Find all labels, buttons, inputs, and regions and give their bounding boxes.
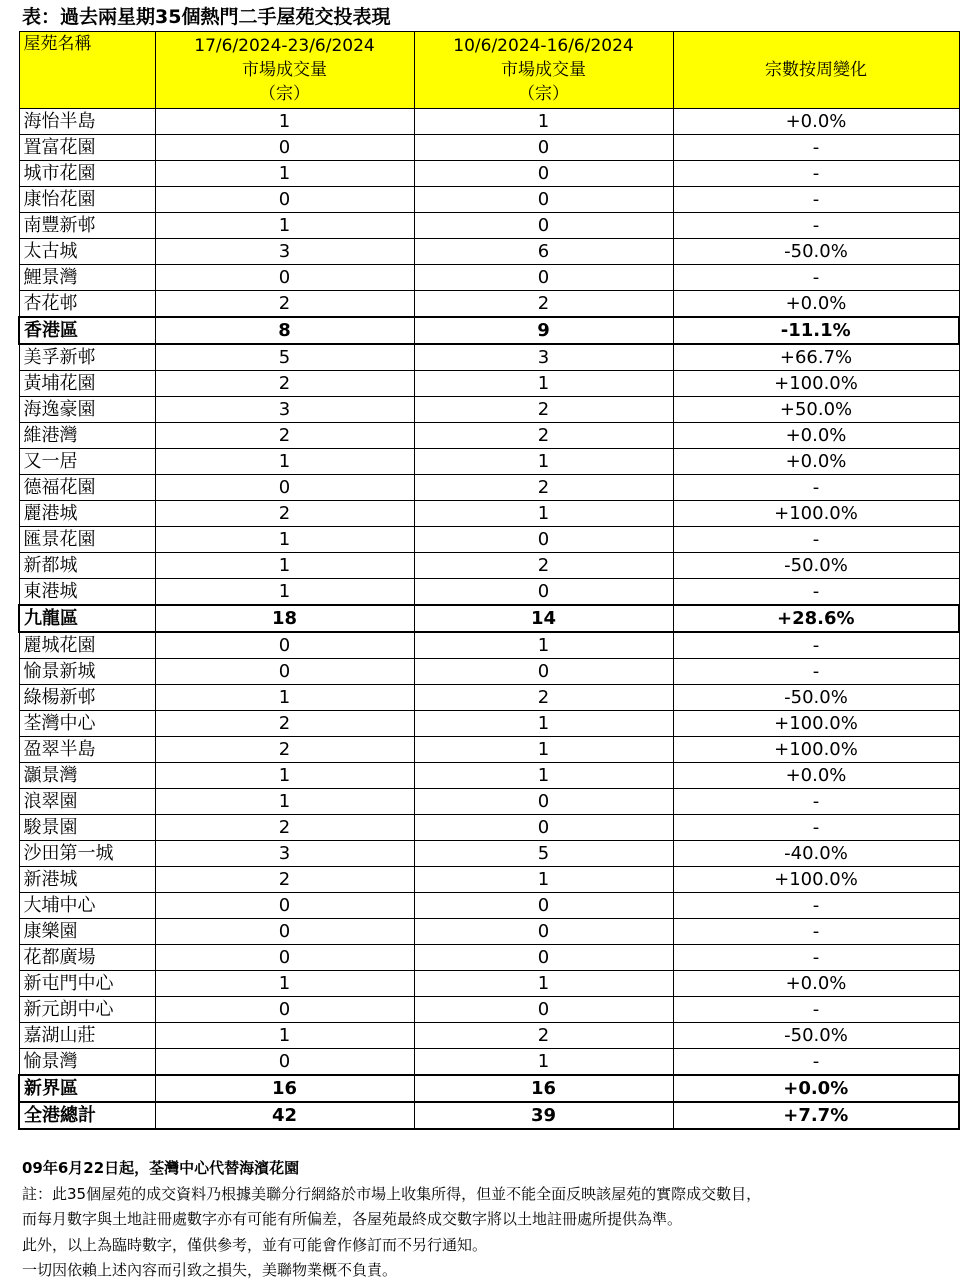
estate-name-cell: 城市花園	[19, 161, 155, 187]
header-week2	[414, 32, 673, 109]
week1-volume-cell: 0	[155, 265, 414, 291]
estate-name-cell: 美孚新邨	[19, 344, 155, 371]
estate-name-cell: 浪翠園	[19, 789, 155, 815]
week2-volume-cell: 0	[414, 919, 673, 945]
week2-volume-cell: 0	[414, 659, 673, 685]
week1-volume-cell: 2	[155, 815, 414, 841]
estate-name-cell: 香港區	[19, 317, 155, 344]
estate-name-cell: 新界區	[19, 1075, 155, 1102]
estate-name-cell: 荃灣中心	[19, 711, 155, 737]
table-row	[19, 371, 959, 397]
estate-name-cell: 東港城	[19, 579, 155, 606]
week1-volume-cell: 0	[155, 945, 414, 971]
week1-volume-cell: 1	[155, 213, 414, 239]
week2-volume-cell: 1	[414, 763, 673, 789]
week1-volume-cell: 3	[155, 239, 414, 265]
header-week2-dates: 10/6/2024-16/6/2024	[453, 36, 634, 56]
weekly-change-cell: +0.0%	[673, 1075, 959, 1102]
week2-volume-cell: 1	[414, 449, 673, 475]
week1-volume-cell: 3	[155, 841, 414, 867]
week2-volume-cell: 2	[414, 423, 673, 449]
table-row	[19, 919, 959, 945]
weekly-change-cell: +50.0%	[673, 397, 959, 423]
estate-name-cell: 鯉景灣	[19, 265, 155, 291]
week1-volume-cell: 0	[155, 632, 414, 659]
estate-name-cell: 黃埔花園	[19, 371, 155, 397]
table-row	[19, 1023, 959, 1049]
weekly-change-cell: -	[673, 893, 959, 919]
table-row	[19, 737, 959, 763]
table-row	[19, 685, 959, 711]
weekly-change-cell: -	[673, 579, 959, 606]
transactions-table	[18, 31, 960, 1130]
table-row	[19, 815, 959, 841]
weekly-change-cell: -	[673, 213, 959, 239]
weekly-change-cell: -	[673, 815, 959, 841]
week2-volume-cell: 1	[414, 501, 673, 527]
estate-name-cell: 麗港城	[19, 501, 155, 527]
weekly-change-cell: +0.0%	[673, 449, 959, 475]
week1-volume-cell: 2	[155, 737, 414, 763]
week2-volume-cell: 0	[414, 161, 673, 187]
week2-volume-cell: 14	[414, 605, 673, 632]
week1-volume-cell: 42	[155, 1102, 414, 1129]
footnote-line: 一切因依賴上述內容而引致之損失，美聯物業概不負責。	[22, 1261, 398, 1279]
estate-name-cell: 愉景新城	[19, 659, 155, 685]
estate-name-cell: 杏花邨	[19, 291, 155, 318]
estate-name-cell: 康樂園	[19, 919, 155, 945]
table-row	[19, 971, 959, 997]
estate-name-cell: 駿景園	[19, 815, 155, 841]
estate-name-cell: 新元朗中心	[19, 997, 155, 1023]
weekly-change-cell: -	[673, 475, 959, 501]
week2-volume-cell: 16	[414, 1075, 673, 1102]
estate-name-cell: 大埔中心	[19, 893, 155, 919]
estate-name-cell: 新屯門中心	[19, 971, 155, 997]
estate-name-cell: 康怡花園	[19, 187, 155, 213]
week1-volume-cell: 8	[155, 317, 414, 344]
estate-name-cell: 愉景灣	[19, 1049, 155, 1076]
weekly-change-cell: -50.0%	[673, 239, 959, 265]
subtotal-row	[19, 317, 959, 344]
week1-volume-cell: 1	[155, 763, 414, 789]
subtotal-row	[19, 1075, 959, 1102]
week2-volume-cell: 0	[414, 893, 673, 919]
table-row	[19, 632, 959, 659]
table-row	[19, 501, 959, 527]
week1-volume-cell: 0	[155, 919, 414, 945]
estate-name-cell: 沙田第一城	[19, 841, 155, 867]
estate-name-cell: 海怡半島	[19, 109, 155, 135]
table-body	[19, 109, 959, 1130]
week1-volume-cell: 2	[155, 423, 414, 449]
table-row	[19, 867, 959, 893]
footnotes	[22, 1156, 962, 1284]
week2-volume-cell: 1	[414, 711, 673, 737]
header-estate-name: 屋苑名稱	[19, 32, 155, 109]
week1-volume-cell: 0	[155, 475, 414, 501]
week1-volume-cell: 0	[155, 1049, 414, 1076]
estate-name-cell: 新港城	[19, 867, 155, 893]
weekly-change-cell: +0.0%	[673, 291, 959, 318]
weekly-change-cell: +100.0%	[673, 711, 959, 737]
week2-volume-cell: 0	[414, 579, 673, 606]
week1-volume-cell: 18	[155, 605, 414, 632]
table-row	[19, 109, 959, 135]
weekly-change-cell: +7.7%	[673, 1102, 959, 1129]
week1-volume-cell: 1	[155, 553, 414, 579]
week2-volume-cell: 0	[414, 997, 673, 1023]
table-row	[19, 893, 959, 919]
header-week2-unit: （宗）	[518, 84, 569, 104]
week1-volume-cell: 0	[155, 187, 414, 213]
weekly-change-cell: -11.1%	[673, 317, 959, 344]
week2-volume-cell: 0	[414, 187, 673, 213]
weekly-change-cell: -	[673, 945, 959, 971]
week2-volume-cell: 0	[414, 945, 673, 971]
weekly-change-cell: +100.0%	[673, 501, 959, 527]
weekly-change-cell: +0.0%	[673, 971, 959, 997]
weekly-change-cell: +100.0%	[673, 371, 959, 397]
table-row	[19, 579, 959, 606]
week1-volume-cell: 0	[155, 893, 414, 919]
table-row	[19, 711, 959, 737]
weekly-change-cell: -	[673, 659, 959, 685]
week2-volume-cell: 0	[414, 815, 673, 841]
weekly-change-cell: -	[673, 919, 959, 945]
footnote-line: 此外，以上為臨時數字，僅供參考，並有可能會作修訂而不另行通知。	[22, 1235, 488, 1254]
week2-volume-cell: 3	[414, 344, 673, 371]
week2-volume-cell: 1	[414, 1049, 673, 1076]
week1-volume-cell: 1	[155, 579, 414, 606]
footnote-line: 而每月數字與土地註冊處數字亦有可能有所偏差，各屋苑最終成交數字將以土地註冊處所提供為準。	[22, 1210, 683, 1228]
header-week1-metric: 市場成交量	[242, 60, 327, 80]
weekly-change-cell: -	[673, 527, 959, 553]
estate-name-cell: 盈翠半島	[19, 737, 155, 763]
week2-volume-cell: 1	[414, 737, 673, 763]
table-header	[19, 32, 959, 109]
week1-volume-cell: 16	[155, 1075, 414, 1102]
week1-volume-cell: 0	[155, 135, 414, 161]
estate-name-cell: 置富花園	[19, 135, 155, 161]
estate-name-cell: 維港灣	[19, 423, 155, 449]
estate-name-cell: 匯景花園	[19, 527, 155, 553]
estate-name-cell: 花都廣場	[19, 945, 155, 971]
estate-name-cell: 太古城	[19, 239, 155, 265]
weekly-change-cell: -	[673, 997, 959, 1023]
header-week1	[155, 32, 414, 109]
week2-volume-cell: 2	[414, 685, 673, 711]
week1-volume-cell: 1	[155, 161, 414, 187]
week1-volume-cell: 2	[155, 291, 414, 318]
weekly-change-cell: +0.0%	[673, 423, 959, 449]
estate-name-cell: 嘉湖山莊	[19, 1023, 155, 1049]
header-week1-unit: （宗）	[259, 84, 310, 104]
table-row	[19, 553, 959, 579]
table-row	[19, 344, 959, 371]
table-row	[19, 945, 959, 971]
estate-name-cell: 全港總計	[19, 1102, 155, 1129]
estate-name-cell: 麗城花園	[19, 632, 155, 659]
table-row	[19, 789, 959, 815]
week1-volume-cell: 5	[155, 344, 414, 371]
week2-volume-cell: 2	[414, 291, 673, 318]
weekly-change-cell: -	[673, 161, 959, 187]
week2-volume-cell: 1	[414, 109, 673, 135]
estate-name-cell: 九龍區	[19, 605, 155, 632]
weekly-change-cell: +0.0%	[673, 763, 959, 789]
estate-name-cell: 又一居	[19, 449, 155, 475]
week1-volume-cell: 1	[155, 109, 414, 135]
table-row	[19, 291, 959, 318]
week2-volume-cell: 1	[414, 371, 673, 397]
weekly-change-cell: -50.0%	[673, 553, 959, 579]
week1-volume-cell: 1	[155, 971, 414, 997]
weekly-change-cell: -	[673, 265, 959, 291]
week2-volume-cell: 1	[414, 971, 673, 997]
table-row	[19, 449, 959, 475]
subtotal-row	[19, 605, 959, 632]
table-row	[19, 187, 959, 213]
weekly-change-cell: +28.6%	[673, 605, 959, 632]
week2-volume-cell: 0	[414, 527, 673, 553]
weekly-change-cell: -	[673, 1049, 959, 1076]
week1-volume-cell: 1	[155, 789, 414, 815]
header-week2-metric: 市場成交量	[501, 60, 586, 80]
estate-name-cell: 南豐新邨	[19, 213, 155, 239]
subtotal-row	[19, 1102, 959, 1129]
table-row	[19, 1049, 959, 1076]
week2-volume-cell: 2	[414, 475, 673, 501]
week1-volume-cell: 2	[155, 867, 414, 893]
week1-volume-cell: 1	[155, 685, 414, 711]
header-weekly-change: 宗數按周變化	[673, 32, 959, 109]
week1-volume-cell: 2	[155, 711, 414, 737]
footnote-line: 註：此35個屋苑的成交資料乃根據美聯分行網絡於市場上收集所得，但並不能全面反映該屋苑的實際成交數目，	[22, 1184, 762, 1203]
week2-volume-cell: 1	[414, 632, 673, 659]
table-row	[19, 841, 959, 867]
weekly-change-cell: -	[673, 187, 959, 213]
weekly-change-cell: +66.7%	[673, 344, 959, 371]
week1-volume-cell: 2	[155, 501, 414, 527]
estate-name-cell: 灝景灣	[19, 763, 155, 789]
week2-volume-cell: 1	[414, 867, 673, 893]
table-row	[19, 527, 959, 553]
table-row	[19, 659, 959, 685]
week2-volume-cell: 39	[414, 1102, 673, 1129]
table-row	[19, 135, 959, 161]
weekly-change-cell: +100.0%	[673, 737, 959, 763]
weekly-change-cell: -	[673, 632, 959, 659]
table-row	[19, 213, 959, 239]
week2-volume-cell: 0	[414, 789, 673, 815]
estate-name-cell: 新都城	[19, 553, 155, 579]
week2-volume-cell: 0	[414, 213, 673, 239]
table-row	[19, 161, 959, 187]
weekly-change-cell: -40.0%	[673, 841, 959, 867]
table-row	[19, 397, 959, 423]
week1-volume-cell: 1	[155, 1023, 414, 1049]
estate-name-cell: 德福花園	[19, 475, 155, 501]
weekly-change-cell: -	[673, 135, 959, 161]
table-row	[19, 239, 959, 265]
week1-volume-cell: 0	[155, 659, 414, 685]
footnote-lead: 09年6月22日起，荃灣中心代替海濱花園	[22, 1159, 300, 1177]
weekly-change-cell: -50.0%	[673, 685, 959, 711]
week1-volume-cell: 1	[155, 527, 414, 553]
week1-volume-cell: 1	[155, 449, 414, 475]
week2-volume-cell: 9	[414, 317, 673, 344]
week1-volume-cell: 2	[155, 371, 414, 397]
table-row	[19, 423, 959, 449]
weekly-change-cell: +100.0%	[673, 867, 959, 893]
week1-volume-cell: 3	[155, 397, 414, 423]
weekly-change-cell: -	[673, 789, 959, 815]
week2-volume-cell: 6	[414, 239, 673, 265]
week2-volume-cell: 0	[414, 265, 673, 291]
estate-name-cell: 海逸豪園	[19, 397, 155, 423]
week2-volume-cell: 2	[414, 553, 673, 579]
week2-volume-cell: 2	[414, 1023, 673, 1049]
table-row	[19, 763, 959, 789]
week2-volume-cell: 5	[414, 841, 673, 867]
header-week1-dates: 17/6/2024-23/6/2024	[194, 36, 375, 56]
week2-volume-cell: 0	[414, 135, 673, 161]
page-title: 表：過去兩星期35個熱門二手屋苑交投表現	[22, 6, 391, 28]
weekly-change-cell: -50.0%	[673, 1023, 959, 1049]
week1-volume-cell: 0	[155, 997, 414, 1023]
weekly-change-cell: +0.0%	[673, 109, 959, 135]
table-row	[19, 997, 959, 1023]
table-row	[19, 265, 959, 291]
estate-name-cell: 綠楊新邨	[19, 685, 155, 711]
table-row	[19, 475, 959, 501]
week2-volume-cell: 2	[414, 397, 673, 423]
